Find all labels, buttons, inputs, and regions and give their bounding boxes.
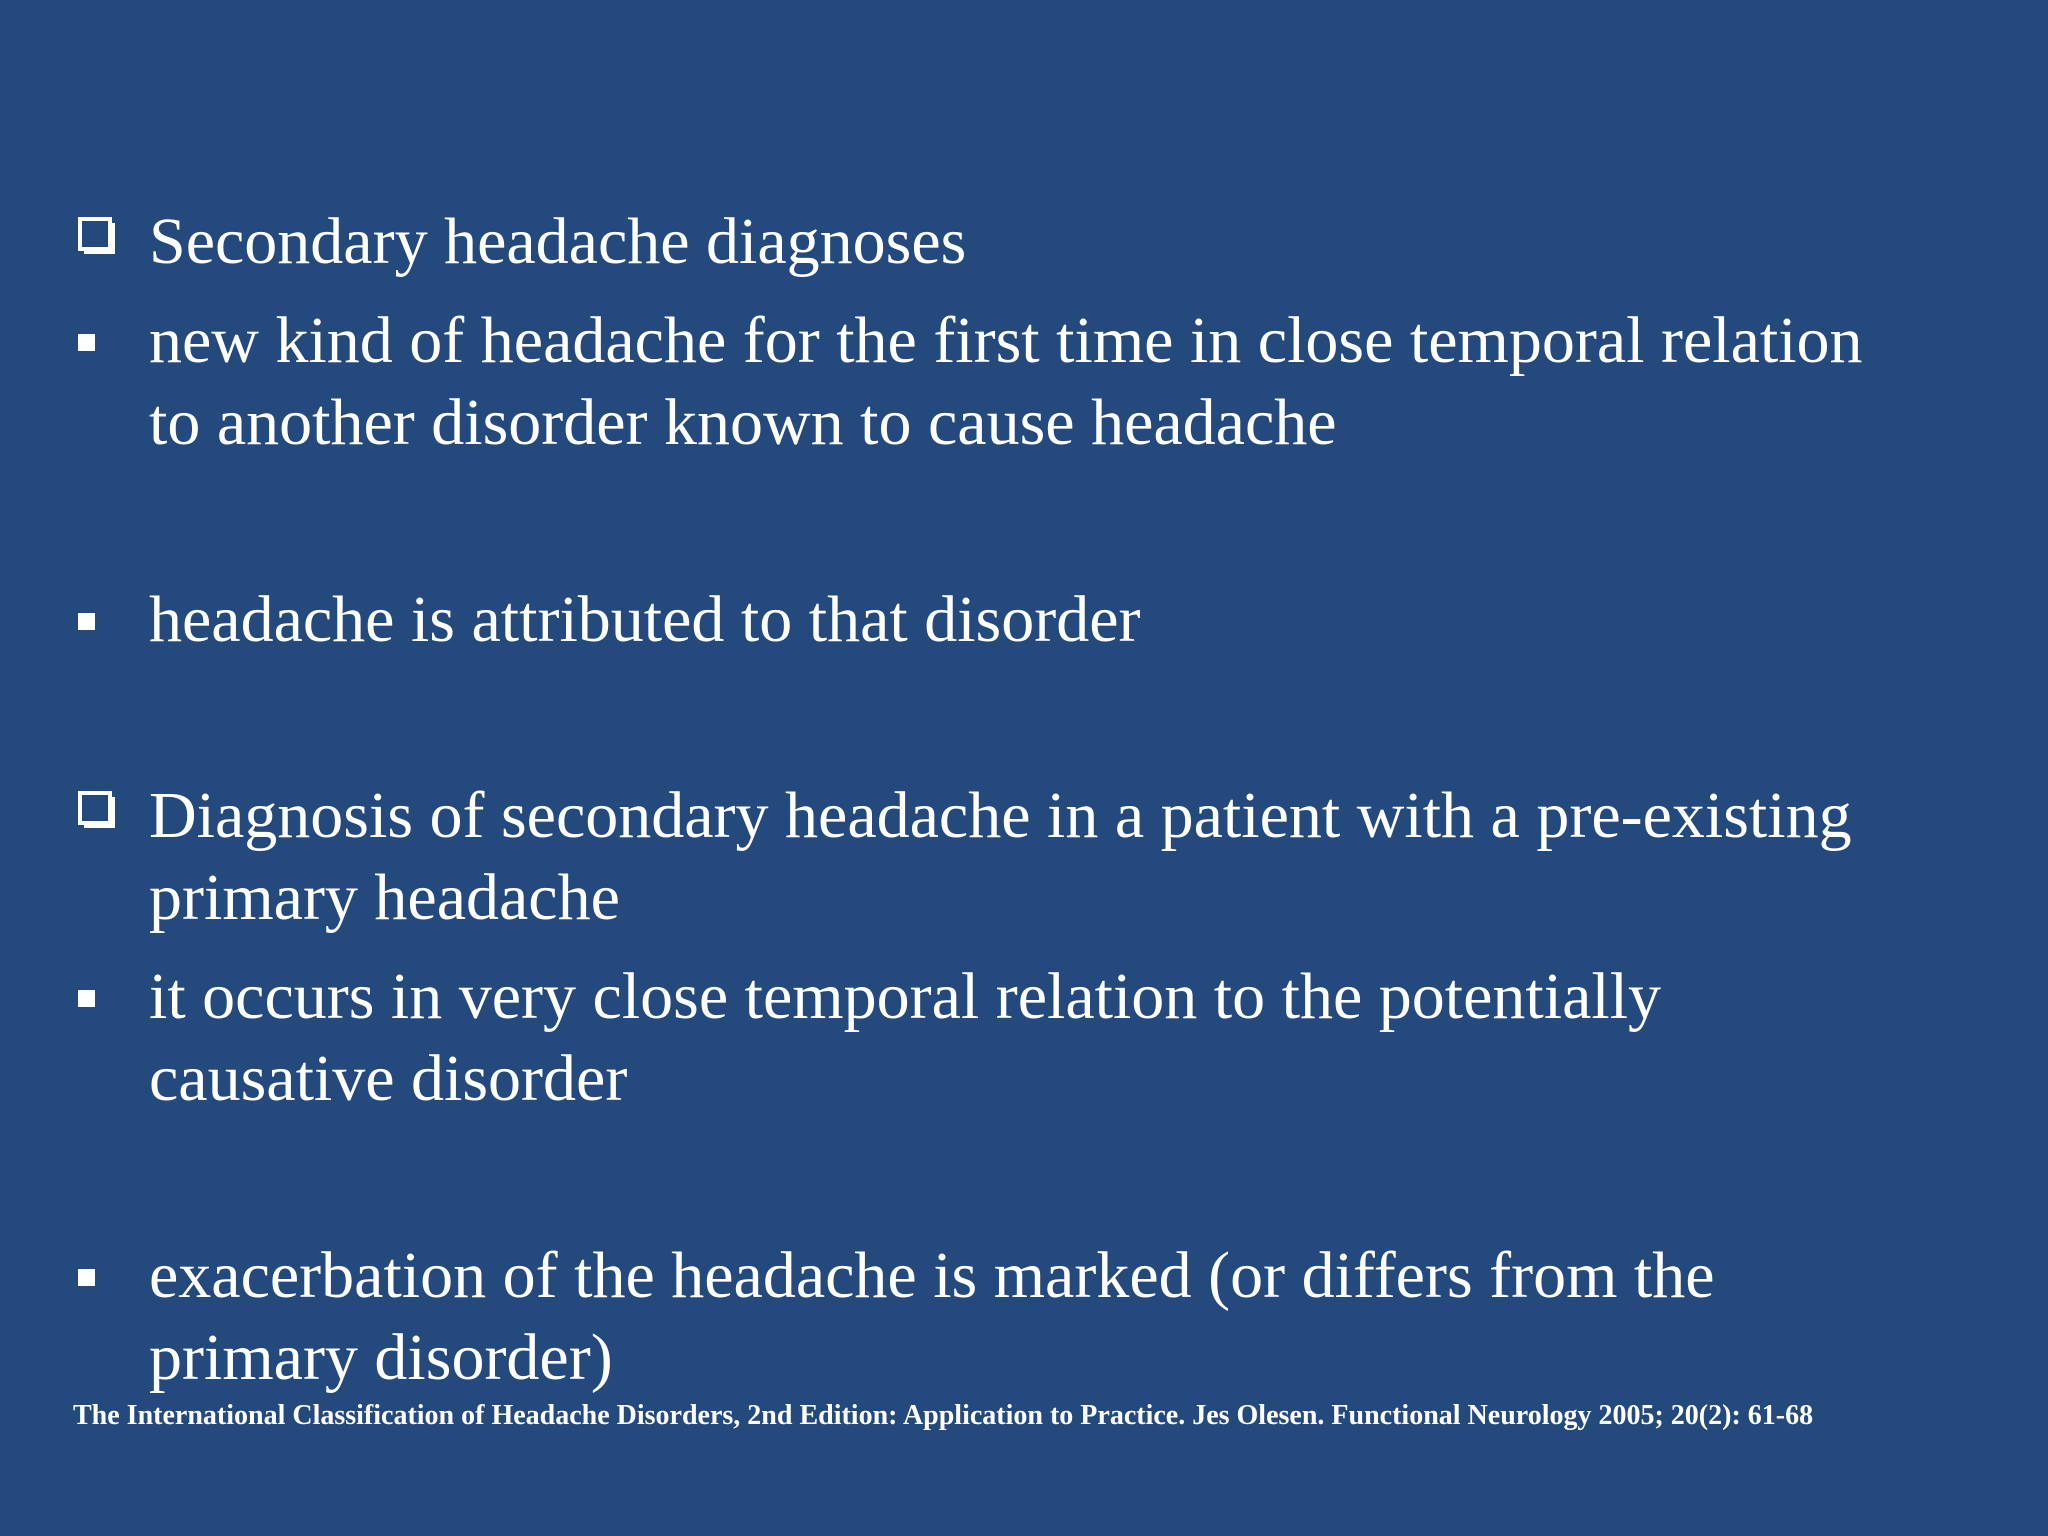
checkbox-bullet-icon <box>78 791 116 829</box>
bullet-text: exacerbation of the headache is marked (or differs from the primary disorder) <box>149 1239 1715 1394</box>
heading-text: Secondary headache diagnoses <box>149 205 967 278</box>
square-bullet-icon <box>78 1269 95 1286</box>
checkbox-bullet-icon <box>78 217 116 255</box>
bullet-text: new kind of headache for the first time in close temporal relation to another disorder known to cause headache <box>149 304 1863 459</box>
square-bullet-icon <box>78 990 95 1007</box>
heading-text: Diagnosis of secondary headache in a patient with a pre-existing primary headache <box>149 779 1852 934</box>
square-bullet-icon <box>78 613 95 630</box>
square-bullet-icon <box>78 334 95 351</box>
bullet-text: headache is attributed to that disorder <box>149 583 1141 656</box>
bullet-text: it occurs in very close temporal relation to the potentially causative disorder <box>149 960 1662 1115</box>
citation: The International Classification of Headache Disorders, 2nd Edition: Application to Practice. Jes Olesen. Functional Neurology 2005; 20(2): 61-68 <box>73 1400 1814 1431</box>
